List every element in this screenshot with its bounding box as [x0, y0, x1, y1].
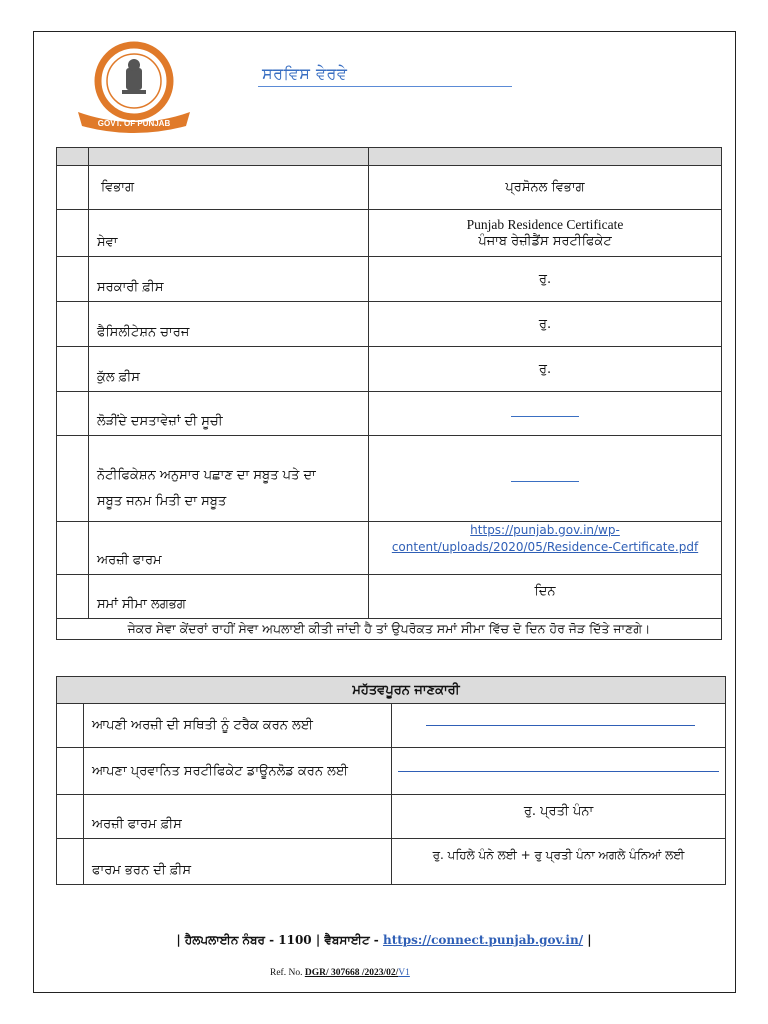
punjab-govt-seal-logo [64, 36, 204, 134]
helpline-text: | ਹੈਲਪਲਾਈਨ ਨੰਬਰ - 1100 | ਵੈਬਸਾਈਟ - [176, 933, 383, 947]
form-link-line2[interactable]: content/uploads/2020/05/Residence-Certificate.pdf [391, 540, 699, 554]
seal-text: GOVT. OF PUNJAB [97, 119, 171, 128]
total-fee-label: ਕੁੱਲ ਫ਼ੀਸ [89, 347, 369, 392]
table-row [57, 795, 726, 839]
required-documents-label: ਲੋੜੀਂਦੇ ਦਸਤਾਵੇਜ਼ਾਂ ਦੀ ਸੂਚੀ [89, 392, 369, 436]
table-header-row [57, 148, 722, 166]
proof-documents-label [89, 436, 369, 522]
table-header-row [57, 677, 726, 704]
table-row [57, 257, 722, 302]
form-filling-fee-value: ਰੁ. ਪਹਿਲੇ ਪੰਨੇ ਲਈ + ਰੁ ਪ੍ਰਤੀ ਪੰਨਾ ਅਗਲੇ ਪੰਨਿਆਂ ਲਈ [392, 839, 726, 885]
service-label: ਸੇਵਾ [89, 210, 369, 257]
proof-documents-label-line2: ਸਬੂਤ ਜਨਮ ਮਿਤੀ ਦਾ ਸਬੂਤ [97, 494, 227, 509]
department-value: ਪ੍ਰਸੋਨਲ ਵਿਭਾਗ [369, 166, 722, 210]
download-certificate-value [392, 748, 726, 795]
total-fee-value: ਰੁ. [369, 347, 722, 392]
proof-documents-label-line1: ਨੋਟੀਫਿਕੇਸ਼ਨ ਅਨੁਸਾਰ ਪਛਾਣ ਦਾ ਸਬੂਤ ਪਤੇ ਦਾ [97, 468, 316, 483]
table-row [57, 748, 726, 795]
reference-number [270, 968, 410, 978]
ref-version: V1 [398, 968, 410, 978]
service-center-note: ਜੇਕਰ ਸੇਵਾ ਕੇਂਦਰਾਂ ਰਾਹੀਂ ਸੇਵਾ ਅਪਲਾਈ ਕੀਤੀ ਜਾਂਦੀ ਹੈ ਤਾਂ ਉਪਰੋਕਤ ਸਮਾਂ ਸੀਮਾ ਵਿੱਚ ਦੋ ਦਿਨ ਹੋਰ ਜੋੜ ਦਿੱਤੇ ਜਾਣਗੇ। [57, 619, 722, 640]
footer-end: | [583, 933, 592, 947]
department-label: ਵਿਭਾਗ [89, 166, 369, 210]
facilitation-charge-value: ਰੁ. [369, 302, 722, 347]
blank-line [398, 771, 719, 772]
table-row [57, 347, 722, 392]
form-filling-fee-label: ਫਾਰਮ ਭਰਨ ਦੀ ਫ਼ੀਸ [84, 839, 392, 885]
table-row [57, 210, 722, 257]
page-title: ਸਰਵਿਸ ਵੇਰਵੇ [262, 64, 348, 83]
form-link-line1[interactable]: https://punjab.gov.in/wp- [470, 523, 620, 537]
track-status-label: ਆਪਣੀ ਅਰਜ਼ੀ ਦੀ ਸਥਿਤੀ ਨੂੰ ਟਰੈਕ ਕਰਨ ਲਈ [84, 704, 392, 748]
service-details-table [56, 147, 722, 640]
ref-label: Ref. No. [270, 968, 305, 978]
table-row [57, 436, 722, 522]
application-form-link[interactable] [369, 522, 722, 575]
table-row [57, 392, 722, 436]
form-fee-label: ਅਰਜ਼ੀ ਫਾਰਮ ਫ਼ੀਸ [84, 795, 392, 839]
service-value [369, 210, 722, 257]
required-documents-value [369, 392, 722, 436]
website-link[interactable]: https://connect.punjab.gov.in/ [382, 933, 584, 947]
table-row [57, 166, 722, 210]
track-status-value [392, 704, 726, 748]
important-info-table [56, 676, 726, 885]
facilitation-charge-label: ਫੈਸਿਲੀਟੇਸ਼ਨ ਚਾਰਜ [89, 302, 369, 347]
form-fee-value: ਰੁ. ਪ੍ਰਤੀ ਪੰਨਾ [392, 795, 726, 839]
blank-line [511, 481, 579, 482]
time-limit-label: ਸਮਾਂ ਸੀਮਾ ਲਗਭਗ [89, 575, 369, 619]
download-certificate-label: ਆਪਣਾ ਪ੍ਰਵਾਨਿਤ ਸਰਟੀਫਿਕੇਟ ਡਾਊਨਲੋਡ ਕਰਨ ਲਈ [84, 748, 392, 795]
ref-code: DGR/ 307668 /2023/02/ [304, 968, 399, 978]
govt-fee-value: ਰੁ. [369, 257, 722, 302]
govt-fee-label: ਸਰਕਾਰੀ ਫ਼ੀਸ [89, 257, 369, 302]
table-row [57, 575, 722, 619]
service-name-english: Punjab Residence Certificate [466, 217, 624, 232]
title-underline [258, 86, 512, 87]
table-row [57, 302, 722, 347]
table-row [57, 522, 722, 575]
blank-line [511, 416, 579, 417]
table-row [57, 839, 726, 885]
table-row [57, 619, 722, 640]
important-info-heading: ਮਹੱਤਵਪੂਰਨ ਜਾਣਕਾਰੀ [57, 677, 726, 704]
blank-line [426, 725, 695, 726]
footer-helpline [0, 933, 768, 948]
proof-documents-value [369, 436, 722, 522]
time-limit-value: ਦਿਨ [369, 575, 722, 619]
application-form-label: ਅਰਜ਼ੀ ਫਾਰਮ [89, 522, 369, 575]
table-row [57, 704, 726, 748]
service-name-punjabi: ਪੰਜਾਬ ਰੇਜ਼ੀਡੈਂਸ ਸਰਟੀਫਿਕੇਟ [478, 234, 612, 249]
